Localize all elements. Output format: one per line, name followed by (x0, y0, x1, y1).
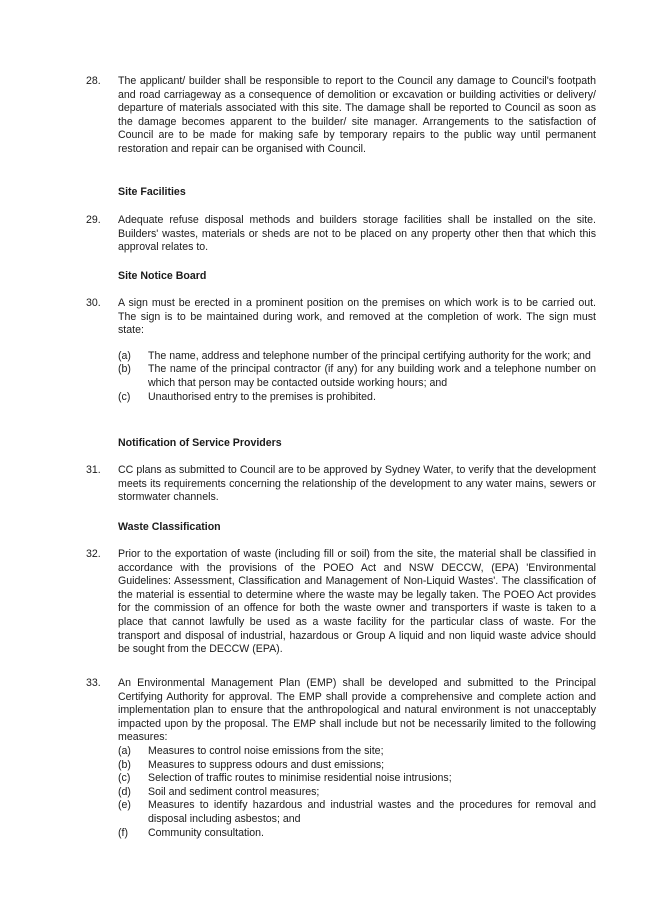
clause-text: An Environmental Management Plan (EMP) shall be developed and submitted to the Principal Certifying Authority for approval. The EMP shall provide a comprehensive and complete action and implementation plan to ensure that the anthropological and natural environment is not unacceptably impacted upon by the proposal. The EMP shall include but not be necessarily limited to the following measures: (118, 677, 596, 744)
list-item (118, 786, 596, 800)
item-text: The name of the principal contractor (if any) for any building work and a telephone number on which that person may be contacted outside working hours; and (148, 363, 596, 389)
item-letter: (f) (118, 826, 128, 839)
list-item (118, 745, 596, 759)
clause-29 (86, 214, 596, 255)
clause-31 (86, 464, 596, 505)
clause-number: 30. (86, 297, 101, 309)
clause-28 (86, 75, 596, 157)
clause-text: CC plans as submitted to Council are to be approved by Sydney Water, to verify that the development meets its requirements concerning the relationship of the development to any water mains, sewers or stormwater channels. (118, 464, 596, 504)
clause-30 (86, 297, 596, 404)
list-item (118, 391, 596, 405)
list-item (118, 772, 596, 786)
clause-number: 29. (86, 214, 101, 226)
list-item (118, 759, 596, 773)
item-text: The name, address and telephone number of the principal certifying authority for the work; and (148, 349, 591, 362)
heading-site-notice-board: Site Notice Board (118, 270, 207, 282)
list-item (118, 350, 596, 364)
item-text: Measures to control noise emissions from the site; (148, 744, 384, 757)
clause-number: 33. (86, 677, 101, 689)
item-letter: (b) (118, 363, 131, 376)
item-letter: (e) (118, 799, 131, 812)
clause-number: 31. (86, 464, 101, 476)
clause-32 (86, 548, 596, 657)
clause-text: Adequate refuse disposal methods and builders storage facilities shall be installed on the site. Builders' wastes, materials or sheds are not to be placed on any property other then that which this approval relates to. (118, 214, 596, 254)
item-letter: (b) (118, 758, 131, 771)
clause-number: 28. (86, 75, 101, 87)
clause-number: 32. (86, 548, 101, 560)
item-text: Measures to suppress odours and dust emissions; (148, 758, 385, 771)
sub-item-list (118, 350, 596, 404)
item-letter: (a) (118, 349, 131, 362)
item-text: Selection of traffic routes to minimise residential noise intrusions; (148, 772, 452, 785)
sub-item-list (118, 745, 596, 840)
list-item (118, 827, 596, 841)
heading-waste-classification: Waste Classification (118, 521, 221, 533)
item-letter: (d) (118, 785, 131, 798)
clause-text: Prior to the exportation of waste (including fill or soil) from the site, the material shall be classified in accordance with the provisions of the POEO Act and NSW DECCW, (EPA) 'Environmental Guidelines: Assessment, Classification and Management of Non-Liquid Wastes'. The classification of the material is essential to determine where the waste may be legally taken. The POEO Act provides for the commission of an offence for both the waste owner and transporters if waste is taken to a place that cannot lawfully be used as a waste facility for the particular class of waste. For the transport and disposal of industrial, hazardous or Group A liquid and non liquid waste advice should be sought from the DECCW (EPA). (118, 548, 596, 656)
clause-text: A sign must be erected in a prominent position on the premises on which work is to be carried out. The sign is to be maintained during work, and removed at the completion of work. The sign must state: (118, 297, 596, 337)
item-text: Unauthorised entry to the premises is prohibited. (148, 390, 376, 403)
list-item (118, 799, 596, 826)
item-letter: (a) (118, 744, 131, 757)
item-text: Soil and sediment control measures; (148, 785, 320, 798)
heading-site-facilities: Site Facilities (118, 186, 186, 198)
list-item (118, 363, 596, 390)
heading-notification-service-providers: Notification of Service Providers (118, 437, 282, 449)
clause-33 (86, 677, 596, 840)
item-text: Measures to identify hazardous and industrial wastes and the procedures for removal and disposal including asbestos; and (148, 799, 596, 825)
item-text: Community consultation. (148, 826, 264, 839)
item-letter: (c) (118, 390, 131, 403)
item-letter: (c) (118, 772, 131, 785)
clause-text: The applicant/ builder shall be responsible to report to the Council any damage to Council's footpath and road carriageway as a consequence of demolition or excavation or building activities or delivery/ departure of materials associated with this site. The damage shall be reported to Council as soon as the damage becomes apparent to the builder/ site manager. Arrangements to the satisfaction of Council are to be made for making safe by temporary repairs to the public way until permanent restoration and repair can be organised with Council. (118, 75, 596, 155)
